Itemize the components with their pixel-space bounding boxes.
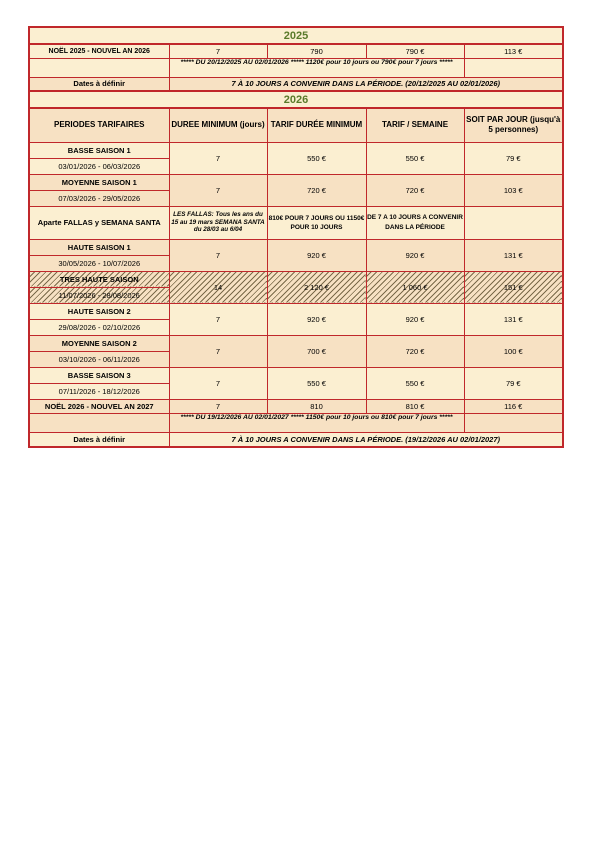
tariff-table [28, 26, 564, 448]
noel-2026-tarif-min: 810 [267, 399, 366, 413]
noel-2025-note: ***** DU 20/12/2025 AU 02/01/2026 ***** 1120€ pour 10 jours ou 790€ pour 7 jours ***** [169, 58, 464, 77]
season-jour: 100 € [464, 335, 563, 367]
season-dates: 30/05/2026 - 10/07/2026 [29, 255, 169, 271]
noel-2025-row [29, 44, 563, 58]
season-name: BASSE SAISON 1 [29, 142, 169, 158]
season-tarif-min: 720 € [267, 174, 366, 206]
season-semaine: 720 € [366, 335, 464, 367]
dates-2025-text: 7 À 10 JOURS A CONVENIR DANS LA PÉRIODE. (20/12/2025 AU 02/01/2026) [169, 77, 563, 91]
header-par-jour: SOIT PAR JOUR (jusqu'à 5 personnes) [464, 108, 563, 142]
season-min: 7 [169, 335, 267, 367]
season-min: 7 [169, 174, 267, 206]
season-jour: 79 € [464, 367, 563, 399]
season-jour: 131 € [464, 303, 563, 335]
season-dates: 03/01/2026 - 06/03/2026 [29, 158, 169, 174]
season-name: MOYENNE SAISON 2 [29, 335, 169, 351]
year-2025-row [29, 27, 563, 44]
season-jour: 103 € [464, 174, 563, 206]
header-periodes: PERIODES TARIFAIRES [29, 108, 169, 142]
season-name: HAUTE SAISON 1 [29, 239, 169, 255]
year-2025-title: 2025 [29, 27, 563, 44]
season-jour: 131 € [464, 239, 563, 271]
season-min: 7 [169, 367, 267, 399]
season-tarif-min: 920 € [267, 239, 366, 271]
year-2026-row [29, 91, 563, 108]
noel-2025-note-row [29, 58, 563, 77]
header-tarif-min: TARIF DURÉE MINIMUM [267, 108, 366, 142]
season-semaine: 720 € [366, 174, 464, 206]
season-semaine: 550 € [366, 367, 464, 399]
fallas-semaine-text: DE 7 A 10 JOURS A CONVENIR DANS LA PÉRIODE [366, 206, 464, 239]
season-tarif-min: 700 € [267, 335, 366, 367]
season-semaine: 1 060 € [366, 271, 464, 303]
noel-2025-jour: 113 € [464, 44, 563, 58]
season-row [29, 174, 563, 190]
season-dates: 29/08/2026 - 02/10/2026 [29, 319, 169, 335]
season-dates: 11/07/2026 - 28/08/2026 [29, 287, 169, 303]
season-name: MOYENNE SAISON 1 [29, 174, 169, 190]
header-tarif-semaine: TARIF / SEMAINE [366, 108, 464, 142]
dates-2025-label: Dates à définir [29, 77, 169, 91]
noel-2025-label: NOËL 2025 - NOUVEL AN 2026 [29, 44, 169, 58]
season-dates: 03/10/2026 - 06/11/2026 [29, 351, 169, 367]
tariff-sheet [28, 26, 562, 448]
header-row [29, 108, 563, 142]
dates-2026-text: 7 À 10 JOURS A CONVENIR DANS LA PÉRIODE. (19/12/2026 AU 02/01/2027) [169, 432, 563, 447]
season-dates: 07/11/2026 - 18/12/2026 [29, 383, 169, 399]
noel-2026-semaine: 810 € [366, 399, 464, 413]
fallas-min-text: LES FALLAS: Tous les ans du 15 au 19 mars SEMANA SANTA du 28/03 au 6/04 [169, 206, 267, 239]
season-name: BASSE SAISON 3 [29, 367, 169, 383]
header-duree-min: DUREE MINIMUM (jours) [169, 108, 267, 142]
season-jour: 79 € [464, 142, 563, 174]
season-name: HAUTE SAISON 2 [29, 303, 169, 319]
noel-2026-label: NOËL 2026 - NOUVEL AN 2027 [29, 399, 169, 413]
noel-2026-note-row [29, 413, 563, 432]
season-row [29, 142, 563, 158]
season-min: 7 [169, 303, 267, 335]
season-min: 7 [169, 142, 267, 174]
season-tarif-min: 550 € [267, 142, 366, 174]
year-2026-title: 2026 [29, 91, 563, 108]
season-row [29, 239, 563, 255]
noel-2025-tarif-min: 790 [267, 44, 366, 58]
dates-2026-row [29, 432, 563, 447]
dates-2026-label: Dates à définir [29, 432, 169, 447]
noel-2026-jour: 116 € [464, 399, 563, 413]
season-semaine: 920 € [366, 239, 464, 271]
dates-2025-row [29, 77, 563, 91]
noel-2026-min: 7 [169, 399, 267, 413]
season-row [29, 303, 563, 319]
season-row [29, 367, 563, 383]
season-dates: 07/03/2026 - 29/05/2026 [29, 190, 169, 206]
season-tarif-min: 920 € [267, 303, 366, 335]
season-min: 7 [169, 239, 267, 271]
season-min: 14 [169, 271, 267, 303]
season-row-hatched [29, 271, 563, 287]
season-row [29, 335, 563, 351]
fallas-label: Aparte FALLAS y SEMANA SANTA [29, 206, 169, 239]
fallas-row [29, 206, 563, 239]
noel-2025-semaine: 790 € [366, 44, 464, 58]
season-semaine: 920 € [366, 303, 464, 335]
season-semaine: 550 € [366, 142, 464, 174]
season-tarif-min: 550 € [267, 367, 366, 399]
season-name: TRES HAUTE SAISON [29, 271, 169, 287]
noel-2025-min: 7 [169, 44, 267, 58]
fallas-tarif-text: 810€ POUR 7 JOURS OU 1150€ POUR 10 JOURS [267, 206, 366, 239]
noel-2026-row [29, 399, 563, 413]
season-jour: 151 € [464, 271, 563, 303]
season-tarif-min: 2 120 € [267, 271, 366, 303]
noel-2026-note: ***** DU 19/12/2026 AU 02/01/2027 ***** 1150€ pour 10 jours ou 810€ pour 7 jours ***** [169, 413, 464, 432]
